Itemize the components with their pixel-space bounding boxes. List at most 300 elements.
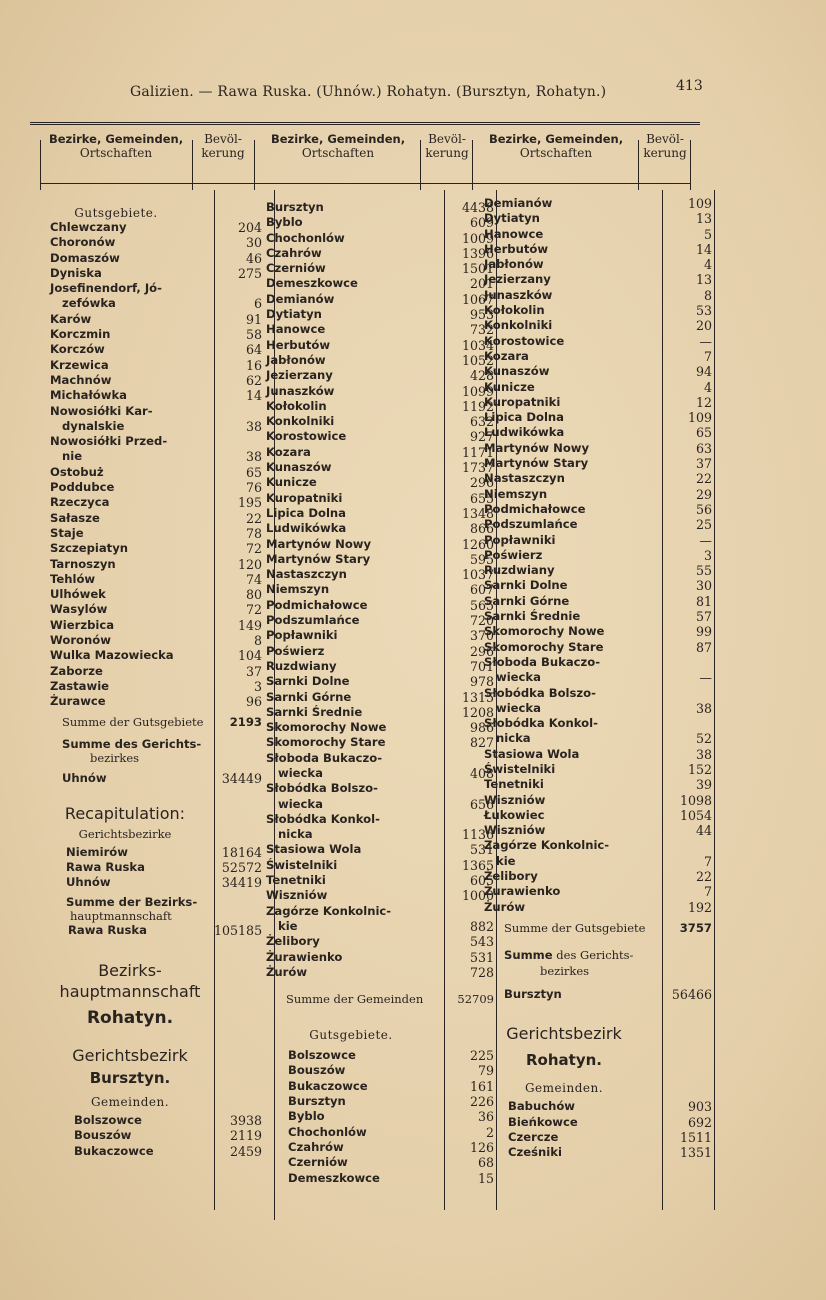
population-value: 408 xyxy=(469,765,494,781)
list-item xyxy=(50,449,264,464)
list-item xyxy=(50,526,264,541)
place-name: Wulka Mazowiecka xyxy=(50,648,174,663)
sum-bh-label: Summe der Bezirks- hauptmannschaft xyxy=(66,894,198,923)
list-item xyxy=(50,281,264,296)
population-value: 1009 xyxy=(461,230,494,246)
population-value: 192 xyxy=(687,899,712,915)
place-name: Wiszniów xyxy=(484,823,546,838)
population-value: 978 xyxy=(469,674,494,690)
place-name: wiecka xyxy=(496,670,541,685)
population-value: 18164 xyxy=(221,844,262,860)
list-item xyxy=(266,613,496,628)
population-value: 2 xyxy=(485,1124,494,1140)
population-value: 109 xyxy=(687,410,712,426)
list-item xyxy=(484,272,714,287)
column-header-name-2: Bezirke, Gemeinden, Ortschaften xyxy=(270,132,406,160)
place-name: Kunaszów xyxy=(484,364,550,379)
list-item xyxy=(50,251,264,266)
list-item xyxy=(50,648,264,663)
population-value: — xyxy=(699,532,712,548)
list-item xyxy=(50,404,264,419)
population-value: 428 xyxy=(469,368,494,384)
population-value: 1501 xyxy=(461,261,494,277)
population-value: 152 xyxy=(687,761,712,777)
population-value: 986 xyxy=(469,720,494,736)
list-item xyxy=(266,276,496,291)
population-value: 6 xyxy=(253,296,262,312)
top-rule xyxy=(30,122,700,125)
recapitulation-title: Recapitulation: xyxy=(64,803,186,823)
place-name: Świstelniki xyxy=(266,857,338,872)
list-item xyxy=(50,419,264,434)
place-name: kie xyxy=(496,853,516,868)
place-name: Ruzdwiany xyxy=(266,658,337,673)
list-item xyxy=(266,521,496,536)
population-value: 80 xyxy=(245,587,262,603)
population-value: 38 xyxy=(245,418,262,434)
population-value: 1351 xyxy=(679,1145,712,1161)
place-name: Jezierzany xyxy=(266,368,333,383)
place-name: Żurawienko xyxy=(266,949,343,964)
list-item xyxy=(266,904,496,919)
place-name: Bukaczowce xyxy=(74,1143,154,1158)
list-item xyxy=(484,838,714,853)
population-value: 1098 xyxy=(679,792,712,808)
column-header-pop-3: Bevöl- kerung xyxy=(643,132,687,160)
list-item xyxy=(266,429,496,444)
place-name: Ruzdwiany xyxy=(484,563,555,578)
population-value: 1192 xyxy=(461,398,494,414)
list-item xyxy=(266,261,496,276)
population-value: 15 xyxy=(477,1170,494,1186)
list-item xyxy=(484,701,714,716)
list-item xyxy=(50,342,264,357)
place-name: Nastaszczyn xyxy=(266,567,347,582)
population-value: 39 xyxy=(695,777,712,793)
list-item xyxy=(266,888,496,903)
list-item xyxy=(266,460,496,475)
place-name: Dyniska xyxy=(50,265,102,280)
list-item xyxy=(484,609,714,624)
list-item xyxy=(266,384,496,399)
list-item xyxy=(484,425,714,440)
population-value: 692 xyxy=(687,1114,712,1130)
list-item xyxy=(484,762,714,777)
population-value: 8 xyxy=(703,287,712,303)
population-value: 56 xyxy=(695,501,712,517)
population-value: 22 xyxy=(695,869,712,885)
place-name: Poświerz xyxy=(484,547,543,562)
list-item xyxy=(266,690,496,705)
population-value: 827 xyxy=(469,735,494,751)
list-item xyxy=(266,919,496,934)
list-item xyxy=(484,563,714,578)
list-item xyxy=(484,533,714,548)
place-name: Sałasze xyxy=(50,510,100,525)
list-item xyxy=(484,349,714,364)
column-rule xyxy=(254,140,255,190)
population-value: 22 xyxy=(245,510,262,526)
population-value: 728 xyxy=(469,964,494,980)
place-name: Tenetniki xyxy=(484,777,544,792)
population-value: 38 xyxy=(695,746,712,762)
sum-label: Summe der Gutsgebiete xyxy=(62,714,204,729)
list-item xyxy=(266,965,496,980)
list-item xyxy=(266,628,496,643)
list-item xyxy=(266,307,496,322)
population-value: 296 xyxy=(469,643,494,659)
list-item xyxy=(266,950,496,965)
place-name: zefówka xyxy=(62,296,116,311)
place-name: Chochonlów xyxy=(266,230,345,245)
place-name: wiecka xyxy=(278,765,323,780)
population-value: 1054 xyxy=(679,807,712,823)
place-name: Machnów xyxy=(50,372,112,387)
sum-value: 52709 xyxy=(457,992,494,1007)
place-name: Martynów Nowy xyxy=(266,536,372,551)
list-item xyxy=(266,1155,496,1170)
list-item xyxy=(266,537,496,552)
population-value: 65 xyxy=(245,464,262,480)
list-item xyxy=(50,358,264,373)
list-item xyxy=(484,900,714,915)
population-value: 1208 xyxy=(461,704,494,720)
bursztyn-value: 56466 xyxy=(671,986,712,1002)
list-item xyxy=(266,475,496,490)
place-name: Niemirów xyxy=(66,844,128,859)
population-value: 55 xyxy=(695,563,712,579)
column-rule xyxy=(192,140,193,190)
population-value: 63 xyxy=(695,440,712,456)
population-value: 94 xyxy=(695,364,712,380)
population-value: 531 xyxy=(469,949,494,965)
list-item xyxy=(266,445,496,460)
list-item xyxy=(484,196,714,211)
column-rule xyxy=(40,140,41,190)
population-value: 57 xyxy=(695,609,712,625)
population-value: 3 xyxy=(703,547,712,563)
list-item xyxy=(484,471,714,486)
place-name: Bukaczowce xyxy=(288,1078,368,1093)
list-item xyxy=(50,495,264,510)
list-item xyxy=(266,842,496,857)
population-value: 13 xyxy=(695,272,712,288)
place-name: Sarnki Górne xyxy=(266,689,352,704)
recap-rows xyxy=(50,845,264,891)
list-item xyxy=(50,373,264,388)
population-value: 38 xyxy=(695,700,712,716)
population-value: 126 xyxy=(469,1139,494,1155)
population-value: 72 xyxy=(245,541,262,557)
header-rule xyxy=(40,183,690,184)
population-value: 605 xyxy=(469,873,494,889)
list-item xyxy=(484,1099,714,1114)
population-value: 79 xyxy=(477,1063,494,1079)
column-rule xyxy=(638,140,639,190)
place-name: dynalskie xyxy=(62,418,125,433)
population-value: 565 xyxy=(469,597,494,613)
population-value: 1067 xyxy=(461,291,494,307)
place-name: Podszumlańce xyxy=(266,613,360,628)
place-name: Wiszniów xyxy=(484,792,546,807)
list-item xyxy=(266,246,496,261)
place-name: Poświerz xyxy=(266,643,325,658)
population-value: 37 xyxy=(245,663,262,679)
population-value: — xyxy=(699,333,712,349)
place-name: Martynów Stary xyxy=(266,551,371,566)
place-name: Wiszniów xyxy=(266,888,328,903)
list-item xyxy=(50,296,264,311)
list-item xyxy=(484,364,714,379)
place-name: Tehlów xyxy=(50,571,96,586)
place-name: Hanowce xyxy=(484,226,544,241)
list-item xyxy=(266,705,496,720)
population-value: 44 xyxy=(695,823,712,839)
place-name: Nowosiółki Przed- xyxy=(50,434,168,449)
population-value: 226 xyxy=(469,1094,494,1110)
population-value: 81 xyxy=(695,593,712,609)
list-item xyxy=(50,1128,264,1143)
place-name: Zaborze xyxy=(50,663,103,678)
list-item xyxy=(266,1140,496,1155)
sum-label: Summe der Gemeinden xyxy=(286,992,424,1007)
population-value: 46 xyxy=(245,250,262,266)
population-value: 7 xyxy=(703,348,712,364)
place-name: Choronów xyxy=(50,235,116,250)
list-item xyxy=(266,1094,496,1109)
col1-rows xyxy=(50,220,264,710)
population-value: 1136 xyxy=(461,827,494,843)
population-value: 29 xyxy=(695,486,712,502)
population-value: 655 xyxy=(469,490,494,506)
place-name: Ludwikówka xyxy=(484,425,565,440)
list-item xyxy=(266,506,496,521)
list-item xyxy=(266,338,496,353)
population-value: 109 xyxy=(687,196,712,211)
list-item xyxy=(266,353,496,368)
population-value: 37 xyxy=(695,456,712,472)
col2-rows xyxy=(266,200,496,980)
place-name: Słobódka Bolszo- xyxy=(266,781,378,796)
place-name: Demeszkowce xyxy=(288,1170,380,1185)
place-name: Bouszów xyxy=(288,1063,346,1078)
place-name: Żurawienko xyxy=(484,884,561,899)
place-name: Podmichałowce xyxy=(266,597,368,612)
list-item xyxy=(266,674,496,689)
place-name: Świstelniki xyxy=(484,761,556,776)
list-item xyxy=(484,578,714,593)
place-name: Konkolniki xyxy=(484,318,553,333)
list-item xyxy=(266,399,496,414)
list-item xyxy=(266,751,496,766)
list-item xyxy=(50,220,264,235)
population-value: 225 xyxy=(469,1048,494,1064)
population-value: 7 xyxy=(703,853,712,869)
list-item xyxy=(50,480,264,495)
gemeinden-heading: Gemeinden. xyxy=(524,1081,604,1096)
list-item xyxy=(266,552,496,567)
place-name: Czerniów xyxy=(266,261,326,276)
recapitulation-subtitle: Gerichtsbezirke xyxy=(78,826,172,841)
population-value: 732 xyxy=(469,322,494,338)
population-value: 58 xyxy=(245,327,262,343)
place-name: Żelibory xyxy=(266,934,320,949)
list-item xyxy=(484,686,714,701)
list-item xyxy=(484,303,714,318)
place-name: Czahrów xyxy=(288,1139,344,1154)
gutsgebiete-rows xyxy=(266,1048,496,1186)
population-value: 1099 xyxy=(461,383,494,399)
place-name: Bolszowce xyxy=(74,1112,142,1127)
place-name: Jezierzany xyxy=(484,272,551,287)
place-name: Kunaszów xyxy=(266,460,332,475)
population-value: 2459 xyxy=(229,1143,262,1159)
list-item xyxy=(50,1113,264,1128)
place-name: Krzewica xyxy=(50,357,109,372)
list-item xyxy=(484,487,714,502)
place-name: Poddubce xyxy=(50,480,115,495)
list-item xyxy=(50,465,264,480)
place-name: Żurów xyxy=(266,964,308,979)
place-name: Słoboda Bukaczo- xyxy=(484,654,601,669)
place-name: Sarnki Górne xyxy=(484,593,570,608)
population-value: 195 xyxy=(237,495,262,511)
sum-gutsgebiete-row xyxy=(50,713,264,731)
column-rule xyxy=(690,140,691,190)
list-item xyxy=(484,808,714,823)
list-item xyxy=(484,777,714,792)
list-item xyxy=(266,766,496,781)
place-name: Rzeczyca xyxy=(50,495,110,510)
gemeinden-rows xyxy=(484,1099,714,1160)
place-name: Korostowice xyxy=(484,333,565,348)
place-name: Bolszowce xyxy=(288,1048,356,1063)
place-name: nie xyxy=(62,449,83,464)
list-item xyxy=(50,388,264,403)
population-value: 595 xyxy=(469,551,494,567)
list-item xyxy=(266,292,496,307)
list-item xyxy=(50,602,264,617)
population-value: 1396 xyxy=(461,245,494,261)
place-name: Korczmin xyxy=(50,327,111,342)
population-value: 5 xyxy=(703,226,712,242)
place-name: Jabłonów xyxy=(484,257,544,272)
list-item xyxy=(50,633,264,648)
list-item xyxy=(266,735,496,750)
population-value: — xyxy=(699,670,712,686)
gerichtsbezirk-title: Gerichtsbezirk xyxy=(72,1045,188,1065)
place-name: Skomorochy Stare xyxy=(484,639,604,654)
population-value: 701 xyxy=(469,658,494,674)
place-name: Tarnoszyn xyxy=(50,556,116,571)
population-value: 4 xyxy=(703,257,712,273)
place-name: Nastaszczyn xyxy=(484,471,565,486)
list-item xyxy=(266,1079,496,1094)
population-value: 96 xyxy=(245,694,262,710)
place-name: Żelibory xyxy=(484,869,538,884)
list-item xyxy=(484,640,714,655)
population-value: 34419 xyxy=(221,875,262,891)
column-header-name-1: Bezirke, Gemeinden, Ortschaften xyxy=(48,132,184,160)
list-item xyxy=(266,797,496,812)
place-name: Wasylów xyxy=(50,602,108,617)
list-item xyxy=(484,793,714,808)
uhnow-label: Uhnów xyxy=(62,770,107,785)
population-value: 14 xyxy=(695,241,712,257)
list-item xyxy=(50,557,264,572)
sum-value: 2193 xyxy=(229,714,262,729)
list-item xyxy=(50,679,264,694)
population-value: 91 xyxy=(245,311,262,327)
population-value: 7 xyxy=(703,884,712,900)
list-item xyxy=(266,934,496,949)
place-name: Skomorochy Nowe xyxy=(266,720,387,735)
population-value: 531 xyxy=(469,842,494,858)
place-name: Słoboda Bukaczo- xyxy=(266,750,383,765)
list-item xyxy=(484,288,714,303)
place-name: Lipica Dolna xyxy=(266,505,347,520)
list-item xyxy=(266,873,496,888)
place-name: wiecka xyxy=(496,700,541,715)
place-name: Uhnów xyxy=(66,875,111,890)
place-name: Nowosiółki Kar- xyxy=(50,403,153,418)
place-name: Zastawie xyxy=(50,678,110,693)
list-item xyxy=(484,823,714,838)
list-item xyxy=(266,659,496,674)
population-value: 1052 xyxy=(461,352,494,368)
gerichtsbezirk-title: Gerichtsbezirk xyxy=(506,1024,622,1044)
population-value: 120 xyxy=(237,556,262,572)
list-item xyxy=(266,827,496,842)
place-name: Niemszyn xyxy=(266,582,330,597)
place-name: Zagórze Konkolnic- xyxy=(266,903,392,918)
place-name: Tenetniki xyxy=(266,873,326,888)
population-value: 8 xyxy=(253,633,262,649)
population-value: 609 xyxy=(469,215,494,231)
place-name: Kołokolin xyxy=(484,303,545,318)
place-name: Byblo xyxy=(288,1109,325,1124)
place-name: wiecka xyxy=(278,796,323,811)
place-name: Martynów Nowy xyxy=(484,440,590,455)
list-item xyxy=(266,322,496,337)
population-value: 99 xyxy=(695,624,712,640)
population-value: 656 xyxy=(469,796,494,812)
population-value: 25 xyxy=(695,517,712,533)
population-value: 4438 xyxy=(461,200,494,215)
gutsgebiete-heading: Gutsgebiete. xyxy=(309,1028,393,1043)
gemeinden-heading: Gemeinden. xyxy=(90,1094,170,1109)
list-item xyxy=(484,594,714,609)
population-value: 36 xyxy=(477,1109,494,1125)
list-item xyxy=(266,231,496,246)
place-name: Kozara xyxy=(484,348,529,363)
population-value: 903 xyxy=(687,1099,712,1115)
place-name: nicka xyxy=(278,827,313,842)
sum-gerichts-label: Summe des Gerichts- bezirkes xyxy=(504,947,634,978)
place-name: Dytiatyn xyxy=(266,307,322,322)
population-value: 1348 xyxy=(461,505,494,521)
list-item xyxy=(50,664,264,679)
place-name: Demianów xyxy=(484,196,553,210)
population-value: 13 xyxy=(695,211,712,227)
sum-gemeinden-row xyxy=(266,990,496,1008)
place-name: Byblo xyxy=(266,215,303,230)
population-value: 68 xyxy=(477,1155,494,1171)
place-name: Junaszków xyxy=(484,287,553,302)
list-item xyxy=(484,242,714,257)
place-name: Ulhówek xyxy=(50,587,106,602)
population-value: 1737 xyxy=(461,460,494,476)
